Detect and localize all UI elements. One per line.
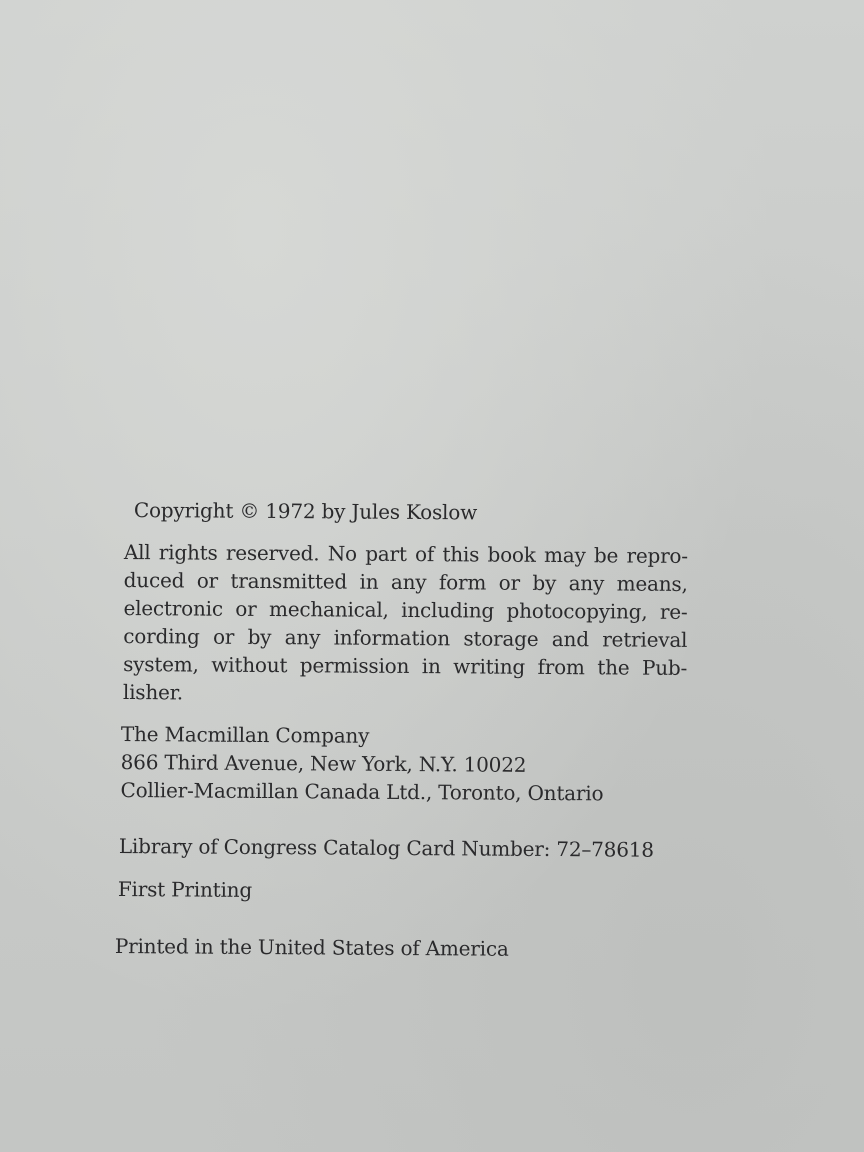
catalog-card-number: Library of Congress Catalog Card Number: 72–78618 — [118, 833, 654, 862]
rights-line: system, without permission in writing from the Pub- — [123, 651, 688, 680]
rights-paragraph — [123, 538, 688, 710]
rights-line: All rights reserved. No part of this book may be repro- — [123, 539, 688, 568]
rights-line: duced or transmitted in any form or by any means, — [123, 567, 688, 596]
publisher-block — [120, 720, 691, 808]
printed-in-block — [115, 932, 685, 964]
printing-block — [118, 875, 688, 907]
publisher-canada: Collier-Macmillan Canada Ltd., Toronto, Ontario — [120, 777, 604, 806]
copyright-notice-block — [134, 496, 704, 528]
printed-in: Printed in the United States of America — [114, 933, 509, 961]
copyright-notice: Copyright © 1972 by Jules Koslow — [133, 497, 478, 525]
rights-line: lisher. — [122, 679, 184, 705]
rights-line: electronic or mechanical, including photocopying, re- — [123, 595, 688, 624]
printing-edition: First Printing — [117, 876, 253, 902]
publisher-name: The Macmillan Company — [120, 721, 370, 748]
publisher-address: 866 Third Avenue, New York, N.Y. 10022 — [120, 749, 527, 777]
catalog-block — [119, 832, 689, 864]
rights-line: cording or by any information storage and retrieval — [123, 623, 688, 652]
